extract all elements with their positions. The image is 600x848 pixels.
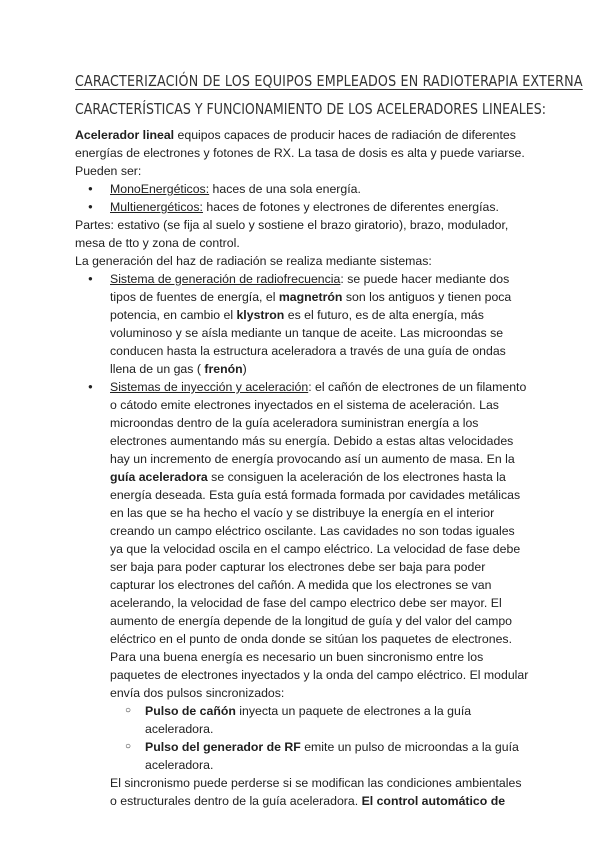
closing-text: El sincronismo puede perderse si se modifican las condiciones ambientales o estructurales dentro de la guía aceleradora. — [110, 776, 522, 808]
pulses-list — [75, 702, 530, 774]
type-label: Multienergéticos: — [110, 200, 203, 214]
pulse-text: emite un pulso de microondas a la guía aceleradora. — [145, 740, 519, 772]
accelerator-types-list — [75, 180, 530, 216]
list-item — [110, 702, 530, 738]
rf-text: : se puede hacer mediante dos tipos de fuentes de energía, el — [110, 272, 510, 304]
accelerating-guide-term: guía aceleradora — [110, 470, 208, 484]
intro-paragraph — [75, 126, 530, 180]
intro-text: equipos capaces de producir haces de radiación de diferentes energías de electrones y fotones de RX. La tasa de dosis es alta y puede variarse. Pueden ser: — [75, 128, 525, 178]
list-item — [75, 180, 530, 198]
list-item-rf-system — [75, 270, 530, 378]
closing-bold: El control automático de — [361, 794, 506, 808]
closing-paragraph — [75, 774, 530, 810]
injection-system-label: Sistemas de inyección y aceleración — [110, 380, 309, 394]
type-text: haces de una sola energía. — [209, 182, 361, 196]
pulse-label: Pulso del generador de RF — [145, 740, 301, 754]
page-title: CARACTERIZACIÓN DE LOS EQUIPOS EMPLEADOS EN RADIOTERAPIA EXTERNA — [75, 72, 583, 90]
injection-text: se consiguen la aceleración de los electrones hasta la energía deseada. Esta guía está formada formada por cavidades metálicas en las que se ha hecho el vacío y se distribuye la energía en el interior creando un campo eléctrico oscilante. Las cavidades no son todas iguales ya que la velocidad oscila en el campo eléctrico. La velocidad de fase debe ser baja para poder capturar los electrones debe ser baja para poder capturar los electrones del cañón. A medida que los electrones se van acelerando, la velocidad de fase del campo electrico debe ser mayor. El aumento de energía depende de la longitud de guía y del valor del campo eléctrico en el punto de onda donde se sitúan los paquetes de electrones. Para una buena energía es necesario un buen sincronismo entre los paquetes de electrones inyectados y la onda del campo eléctrico. El modular envía dos pulsos sincronizados: — [110, 470, 529, 700]
section-heading: CARACTERÍSTICAS Y FUNCIONAMIENTO DE LOS ACELERADORES LINEALES: — [75, 100, 546, 118]
frenon-term: frenón — [204, 362, 243, 376]
rf-system-label: Sistema de generación de radiofrecuencia — [110, 272, 341, 286]
type-label: MonoEnergéticos: — [110, 182, 210, 196]
intro-term: Acelerador lineal — [75, 128, 175, 142]
magnetron-term: magnetrón — [278, 290, 343, 304]
document-body — [75, 126, 530, 810]
list-item — [110, 738, 530, 774]
rf-text: ) — [242, 362, 247, 376]
pulse-text: inyecta un paquete de electrones a la guía aceleradora. — [145, 704, 472, 736]
rf-text: es el futuro, es de alta energía, más voluminoso y se aísla mediante un tanque de aceite. Las microondas se conducen hasta la estructura aceleradora a través de una guía de ondas llena de un gas ( — [110, 308, 506, 376]
generation-paragraph: La generación del haz de radiación se realiza mediante sistemas: — [75, 254, 432, 268]
list-item — [75, 198, 530, 216]
list-item-injection-system — [75, 378, 530, 774]
rf-text: son los antiguos y tienen poca potencia, en cambio el — [110, 290, 512, 322]
parts-paragraph: Partes: estativo (se fija al suelo y sostiene el brazo giratorio), brazo, modulador, mesa de tto y zona de control. — [75, 218, 509, 250]
klystron-term: klystron — [236, 308, 285, 322]
pulse-label: Pulso de cañón — [145, 704, 236, 718]
type-text: haces de fotones y electrones de diferentes energías. — [202, 200, 499, 214]
injection-text: : el cañón de electrones de un filamento o cátodo emite electrones inyectados en el sistema de aceleración. Las microondas dentro de la guía aceleradora suministran energía a los electrones aumentando más su energía. Debido a estas altas velocidades hay un incremento de energía provocando así un aumento de masa. En la — [110, 380, 527, 466]
systems-list — [75, 270, 530, 774]
